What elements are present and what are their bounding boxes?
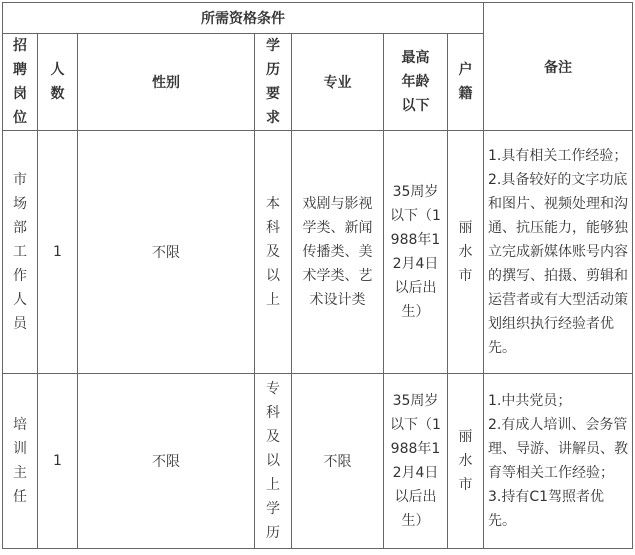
education-header: 学历要求 bbox=[255, 34, 292, 131]
major-cell: 不限 bbox=[292, 374, 384, 549]
remarks-cell bbox=[484, 131, 633, 374]
hukou-cell: 丽水市 bbox=[448, 374, 484, 549]
gender-cell: 不限 bbox=[78, 374, 255, 549]
recruitment-table bbox=[2, 2, 633, 549]
education-cell: 本科及以上 bbox=[255, 131, 292, 374]
education-cell: 专科及以上学历 bbox=[255, 374, 292, 549]
position-header: 招聘岗位 bbox=[3, 34, 38, 131]
gender-header: 性别 bbox=[78, 34, 255, 131]
remarks-cell bbox=[484, 374, 633, 549]
count-cell: 1 bbox=[38, 131, 78, 374]
gender-cell: 不限 bbox=[78, 131, 255, 374]
table-row bbox=[3, 131, 633, 374]
hukou-cell: 丽水市 bbox=[448, 131, 484, 374]
remark-item: 2.具备较好的文字功底和图片、视频处理和沟通、抗压能力，能够独立完成新媒体账号内容的撰写、拍摄、剪辑和运营者或有大型活动策划组织执行经验者优先。 bbox=[488, 172, 629, 356]
max-age-cell: 35周岁以下（1988年12月4日以后出生） bbox=[384, 374, 448, 549]
major-header: 专业 bbox=[292, 34, 384, 131]
remarks-list bbox=[488, 144, 628, 360]
table-row bbox=[3, 374, 633, 549]
qualification-group-header: 所需资格条件 bbox=[3, 3, 484, 34]
count-cell: 1 bbox=[38, 374, 78, 549]
position-cell: 市场部工作人员 bbox=[3, 131, 38, 374]
max-age-cell: 35周岁以下（1988年12月4日以后出生） bbox=[384, 131, 448, 374]
major-cell: 戏剧与影视学类、新闻传播类、美术学类、艺术设计类 bbox=[292, 131, 384, 374]
remarks-header: 备注 bbox=[484, 3, 633, 131]
count-header: 人数 bbox=[38, 34, 78, 131]
hukou-header: 户籍 bbox=[448, 34, 484, 131]
max-age-header: 最高年龄以下 bbox=[384, 34, 448, 131]
remark-item: 1.具有相关工作经验； bbox=[488, 148, 628, 164]
remark-item: 2.有成人培训、会务管理、导游、讲解员、教育等相关工作经验； bbox=[488, 417, 629, 481]
remark-item: 3.持有C1驾照者优先。 bbox=[488, 489, 605, 529]
remarks-list bbox=[488, 389, 628, 533]
remark-item: 1.中共党员； bbox=[488, 393, 572, 409]
position-cell: 培训主任 bbox=[3, 374, 38, 549]
